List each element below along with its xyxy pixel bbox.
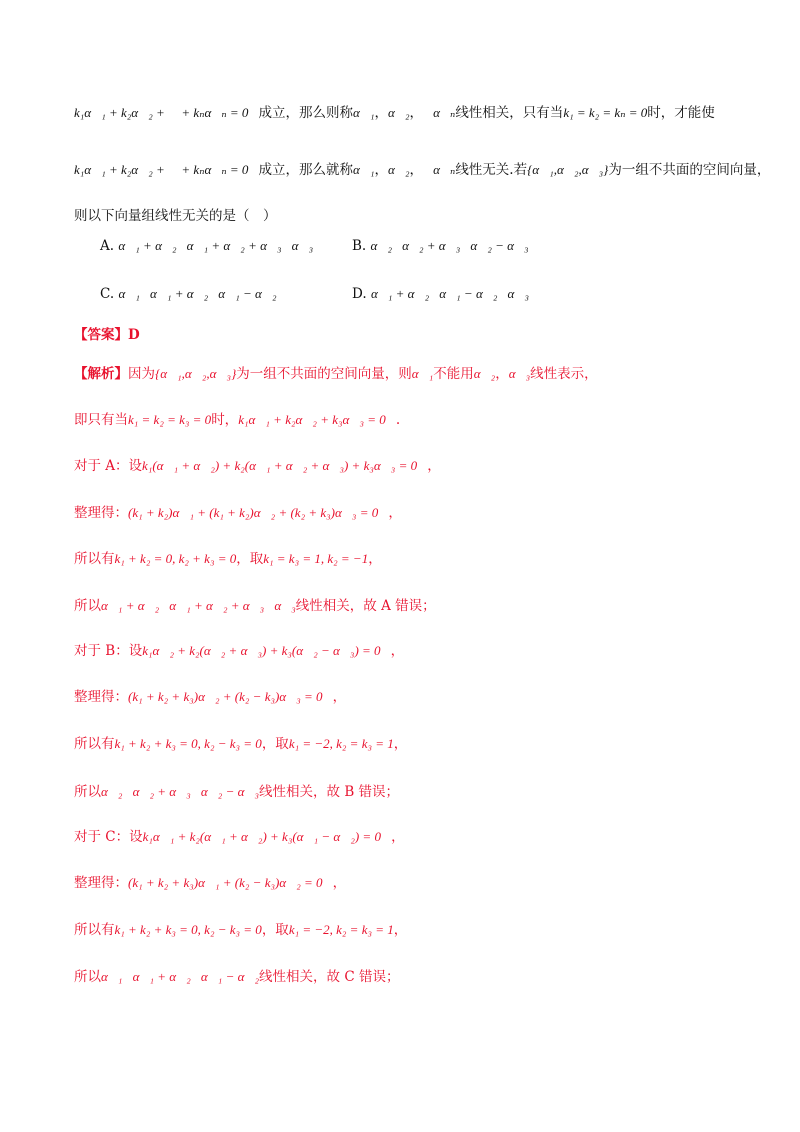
option-b — [352, 238, 529, 254]
comma: ， — [368, 551, 382, 567]
vector-alpha-1: α⃗₁ — [353, 162, 375, 177]
equation: k₁ + k₂ = 0, k₂ + k₃ = 0 — [114, 551, 237, 566]
option-d-text: α⃗₁ + α⃗₂，α⃗₁ − α⃗₂，α⃗₃ — [370, 286, 529, 301]
option-b-text: α⃗₂，α⃗₂ + α⃗₃，α⃗₂ − α⃗₃ — [370, 238, 529, 253]
answer-line — [74, 325, 754, 345]
case-c-simplify — [74, 873, 754, 893]
vector-set: {α⃗₁,α⃗₂,α⃗₃} — [527, 162, 609, 177]
analysis-text: ，取 — [261, 736, 289, 752]
analysis-text: 所以 — [74, 969, 101, 985]
analysis-text: 因为 — [128, 366, 155, 382]
equation: k₁ + k₂ + k₃ = 0, k₂ − k₃ = 0 — [114, 922, 262, 937]
comma: ， — [332, 875, 347, 891]
analysis-text: ，取 — [236, 551, 264, 567]
linear-combination-formula: k₁α⃗₁ + k₂α⃗₂ + ⋯ + kₙα⃗ₙ = 0⃗ — [74, 105, 259, 120]
intro-text: 时，才能使 — [647, 105, 715, 121]
comma: ， — [388, 505, 402, 521]
linear-combination-formula: k₁α⃗₁ + k₂α⃗₂ + k₃α⃗₃ = 0⃗ — [238, 412, 396, 427]
vector-group: α⃗₁，α⃗₁ + α⃗₂，α⃗₁ − α⃗₂ — [101, 969, 260, 984]
case-b-setup — [74, 641, 754, 661]
option-c-label: C. — [100, 286, 115, 302]
coefficients-zero-formula: k₁ = k₂ = k₃ = 0 — [128, 412, 212, 427]
option-a-label: A. — [100, 238, 115, 254]
equation: (k₁ + k₂ + k₃)α⃗₁ + (k₂ − k₃)α⃗₂ = 0⃗ — [128, 875, 333, 890]
vector-alpha-2: α⃗₂ — [388, 162, 410, 177]
coefficients-zero-formula: k₁ = k₂ = kₙ = 0 — [563, 105, 648, 120]
answer-tag: 【答案】 — [74, 327, 128, 343]
analysis-text: 线性表示， — [530, 366, 598, 382]
case-a-conclusion — [74, 596, 754, 616]
analysis-text: ，取 — [261, 922, 289, 938]
comma: ， — [393, 736, 408, 752]
comma: ， — [409, 105, 423, 121]
comma: ， — [427, 458, 441, 474]
equation: (k₁ + k₂)α⃗₁ + (k₁ + k₂)α⃗₂ + (k₂ + k₃)α⃗₃ = 0⃗ — [128, 505, 389, 520]
comma: ， — [390, 643, 405, 659]
comma: ， — [374, 162, 389, 178]
analysis-text: 整理得： — [74, 689, 128, 705]
comma: ， — [409, 162, 423, 178]
equation: k₁ = k₃ = 1, k₂ = −1 — [263, 551, 369, 566]
option-a — [100, 238, 313, 254]
analysis-text: 对于 B：设 — [74, 643, 143, 659]
analysis-text: 即只有当 — [74, 412, 128, 428]
equation: k₁ = −2, k₂ = k₃ = 1 — [288, 736, 394, 751]
equation: k₁α⃗₁ + k₂(α⃗₁ + α⃗₂) + k₃(α⃗₁ − α⃗₂) = 0⃗ — [142, 829, 392, 844]
intro-text: 线性相关，只有当 — [455, 105, 564, 121]
analysis-line-1 — [74, 364, 754, 384]
case-a-simplify — [74, 503, 754, 523]
option-b-label: B. — [352, 238, 367, 254]
vector-alpha-1: α⃗₁ — [353, 105, 375, 120]
intro-text: 线性无关.若 — [455, 162, 528, 178]
analysis-text: 所以 — [74, 598, 101, 614]
case-b-solve — [74, 734, 754, 754]
analysis-text: 线性相关，故 B 错误； — [259, 784, 400, 800]
comma: ， — [391, 829, 405, 845]
option-d — [352, 286, 529, 302]
analysis-text: 整理得： — [74, 505, 128, 521]
vector-alpha-1: α⃗₁ — [411, 366, 434, 381]
vector-alpha-3: α⃗₃ — [508, 366, 531, 381]
vector-alpha-2: α⃗₂ — [473, 366, 496, 381]
option-c — [100, 286, 276, 302]
linear-combination-formula: k₁α⃗₁ + k₂α⃗₂ + ⋯ + kₙα⃗ₙ = 0⃗ — [74, 162, 259, 177]
case-c-conclusion — [74, 967, 754, 987]
comma: ， — [393, 922, 408, 938]
comma: ， — [374, 105, 389, 121]
equation: k₁(α⃗₁ + α⃗₂) + k₂(α⃗₁ + α⃗₂ + α⃗₃) + k₃α⃗₃ = 0⃗ — [142, 458, 428, 473]
analysis-text: 为一组不共面的空间向量，则 — [236, 366, 412, 382]
vector-alpha-n: ⋯α⃗ₙ — [422, 162, 456, 177]
period: . — [395, 412, 401, 428]
analysis-text: 线性相关，故 C 错误； — [259, 969, 400, 985]
option-c-text: α⃗₁，α⃗₁ + α⃗₂，α⃗₁ − α⃗₂ — [118, 286, 277, 301]
equation: k₁ + k₂ + k₃ = 0, k₂ − k₃ = 0 — [114, 736, 262, 751]
analysis-text: 所以有 — [74, 736, 115, 752]
option-a-text: α⃗₁ + α⃗₂，α⃗₁ + α⃗₂ + α⃗₃，α⃗₃ — [118, 238, 314, 253]
answer-value: D — [128, 327, 140, 343]
case-b-simplify — [74, 687, 754, 707]
equation: k₁α⃗₂ + k₂(α⃗₂ + α⃗₃) + k₃(α⃗₂ − α⃗₃) = 0⃗ — [142, 643, 391, 658]
intro-text: 成立，那么就称 — [258, 162, 354, 178]
equation: (k₁ + k₂ + k₃)α⃗₂ + (k₂ − k₃)α⃗₃ = 0⃗ — [128, 689, 333, 704]
case-b-conclusion — [74, 782, 754, 802]
analysis-text: 整理得： — [74, 875, 128, 891]
analysis-tag: 【解析】 — [74, 366, 128, 382]
case-a-setup — [74, 456, 754, 476]
intro-line-2 — [74, 160, 771, 180]
comma: ， — [332, 689, 347, 705]
analysis-text: 时， — [211, 412, 239, 428]
question-stem: 则以下向量组线性无关的是（ ） — [74, 208, 277, 224]
intro-line-1 — [74, 103, 754, 123]
analysis-line-2 — [74, 410, 754, 430]
analysis-text: 所以 — [74, 784, 101, 800]
vector-alpha-n: ⋯α⃗ₙ — [422, 105, 456, 120]
vector-set: {α⃗₁,α⃗₂,α⃗₃} — [155, 366, 237, 381]
equation: k₁ = −2, k₂ = k₃ = 1 — [288, 922, 394, 937]
case-c-solve — [74, 920, 754, 940]
analysis-text: 所以有 — [74, 551, 115, 567]
vector-alpha-2: α⃗₂ — [388, 105, 410, 120]
analysis-text: 不能用 — [433, 366, 474, 382]
analysis-text: 对于 A：设 — [74, 458, 143, 474]
vector-group: α⃗₂，α⃗₂ + α⃗₃，α⃗₂ − α⃗₃ — [101, 784, 260, 799]
vector-group: α⃗₁ + α⃗₂，α⃗₁ + α⃗₂ + α⃗₃，α⃗₃ — [101, 598, 296, 613]
intro-text: 为一组不共面的空间向量， — [608, 162, 771, 178]
intro-text: 成立，那么则称 — [258, 105, 354, 121]
analysis-text: 所以有 — [74, 922, 115, 938]
analysis-text: 线性相关，故 A 错误； — [295, 598, 436, 614]
case-c-setup — [74, 827, 754, 847]
option-d-label: D. — [352, 286, 367, 302]
case-a-solve — [74, 549, 754, 569]
comma: ， — [495, 366, 509, 382]
analysis-text: 对于 C：设 — [74, 829, 143, 845]
